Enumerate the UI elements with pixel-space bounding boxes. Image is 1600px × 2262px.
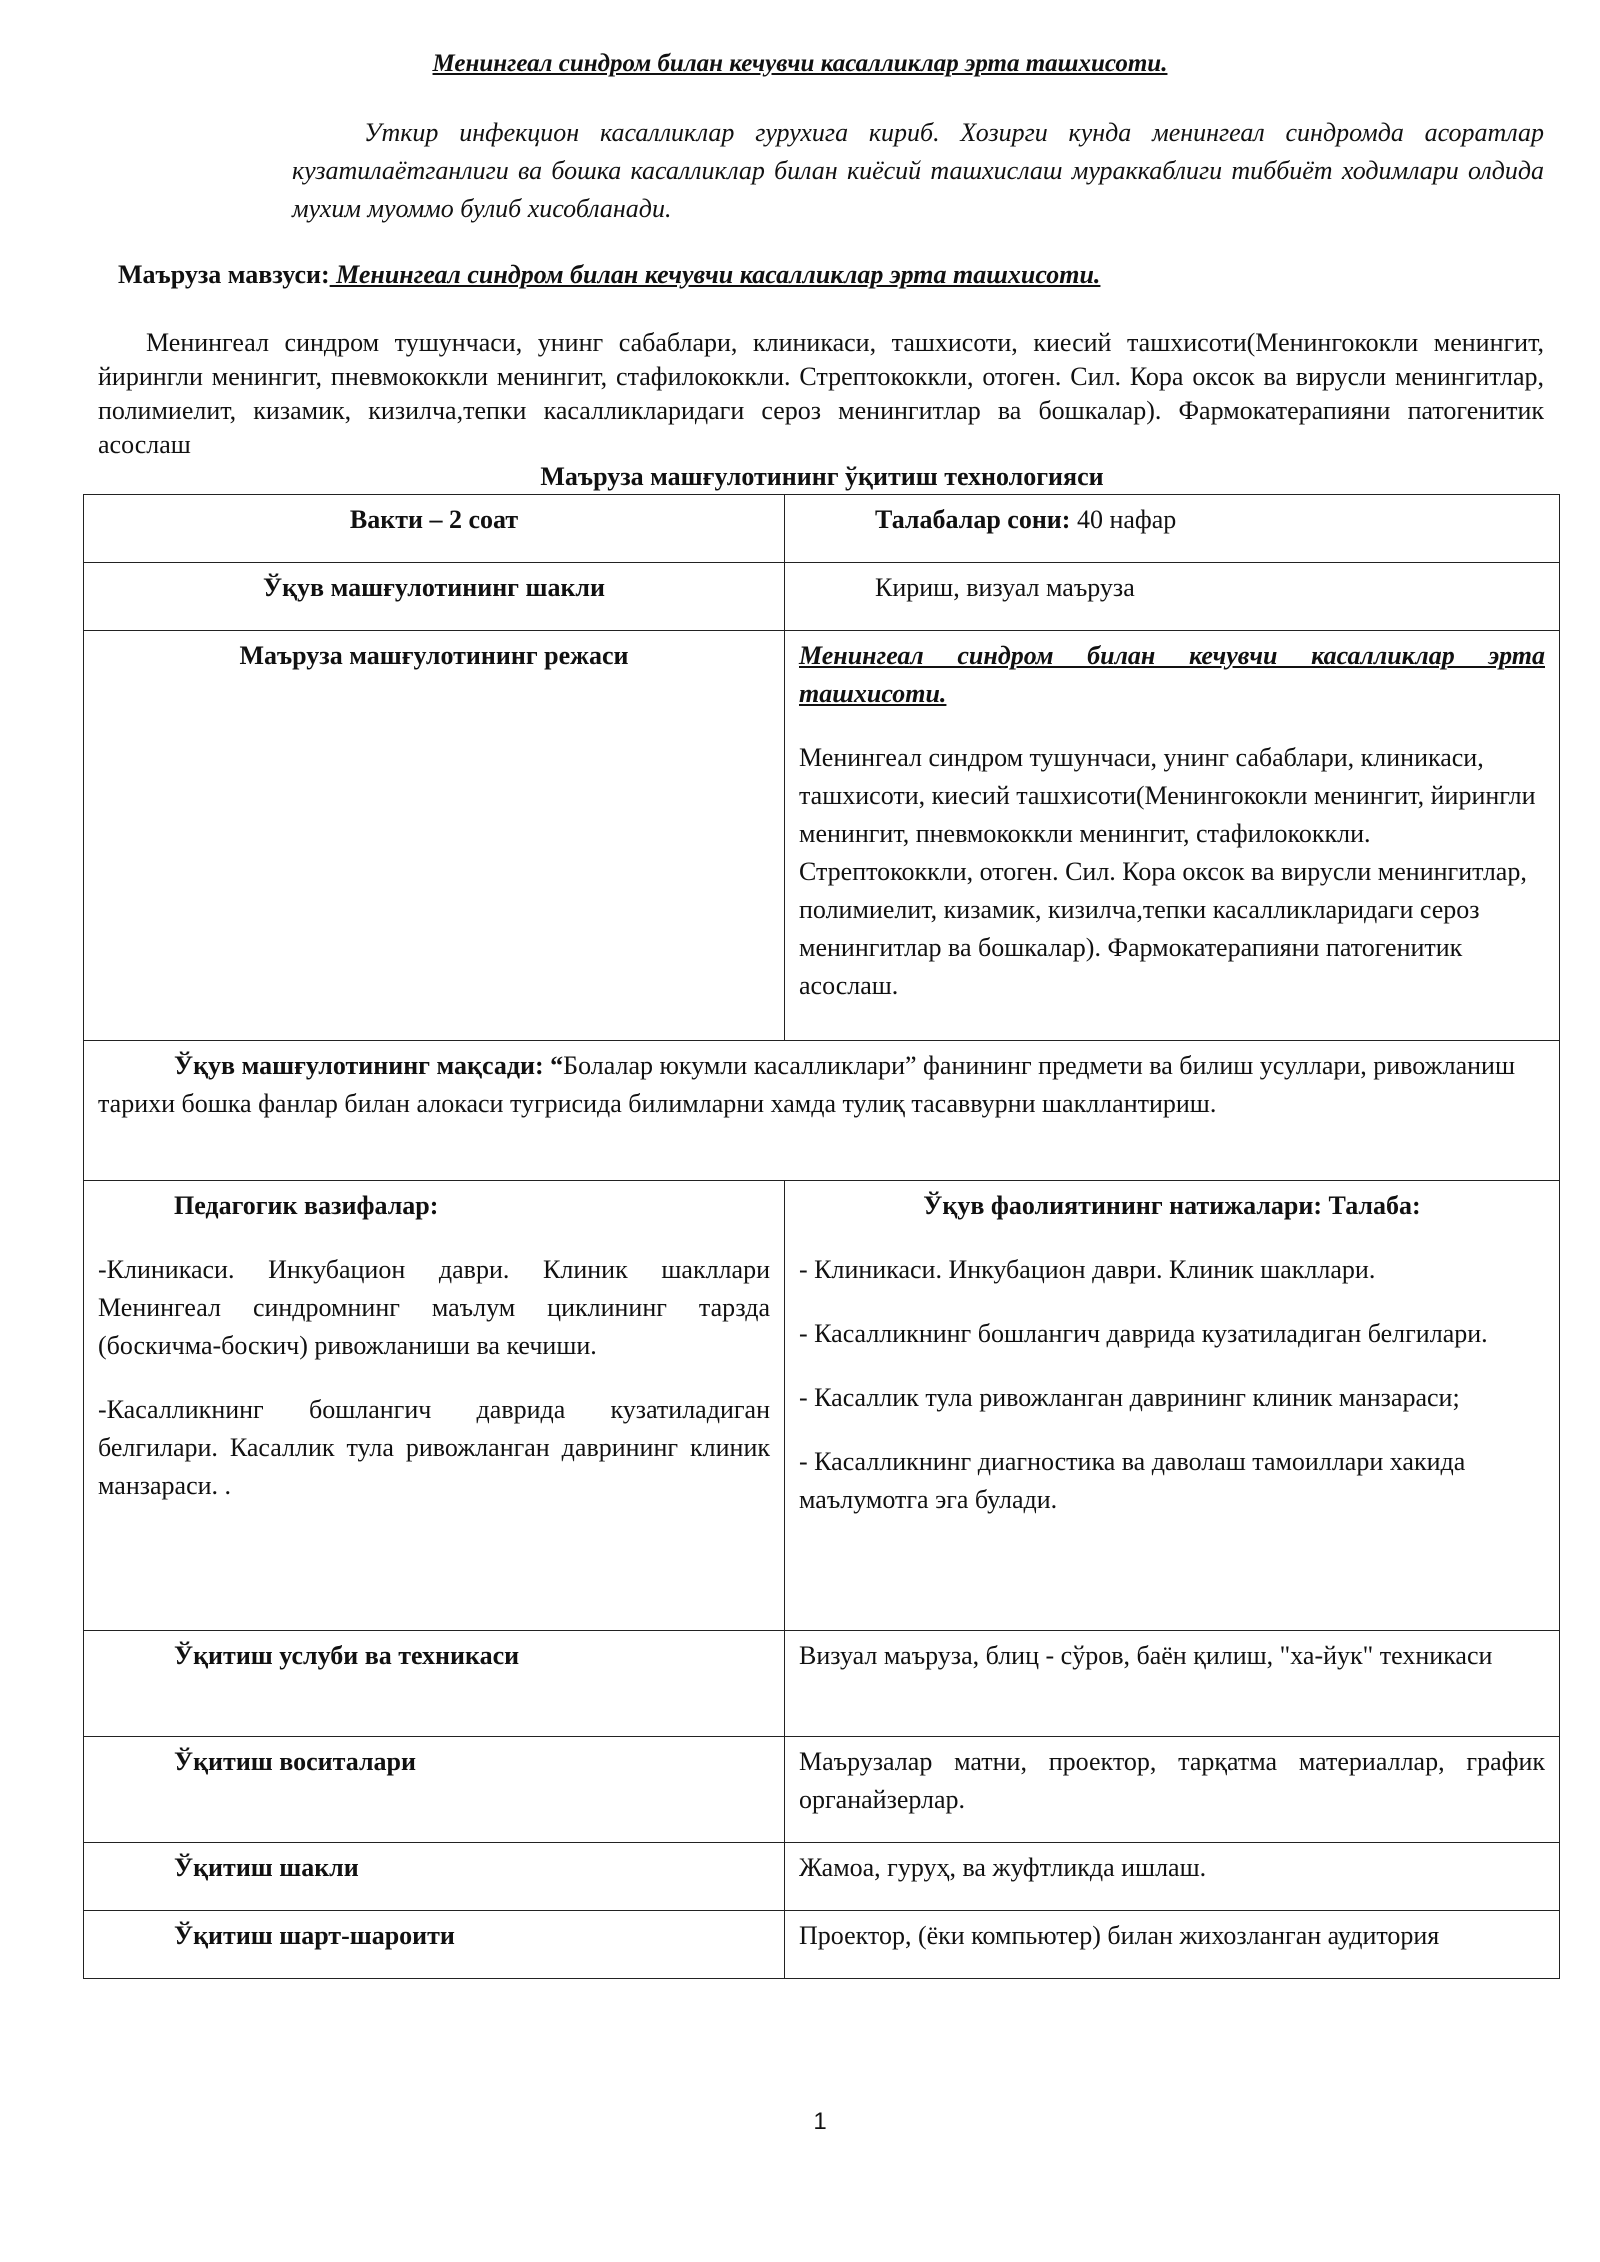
mode-label: Ўқитиш шакли: [174, 1853, 359, 1882]
form-label-cell: [84, 563, 785, 631]
form-label: Ўқув машғулотининг шакли: [263, 573, 605, 602]
plan-label-cell: [84, 631, 785, 1041]
document-title: Менингеал синдром билан кечувчи касалликлар эрта ташхисоти.: [432, 50, 1168, 77]
tasks-cell: [84, 1181, 785, 1631]
time-cell: [84, 495, 785, 563]
result-item: - Касаллик тула ривожланган даврининг клиник манзараси;: [799, 1383, 1460, 1412]
method-value-cell: [785, 1631, 1560, 1737]
goal-value: Болалар юкумли касалликлари” фанининг предмети ва билиш усуллари, ривожланиш тарихи бошка фанлар билан алокаси тугрисида билимларни хамда тулиқ тасаввурни шакллантириш.: [98, 1051, 1515, 1118]
form-value: Кириш, визуал маъруза: [875, 573, 1135, 602]
table-row: [84, 1631, 1560, 1737]
goal-text: [84, 1041, 1559, 1129]
result-item: - Касалликнинг диагностика ва даволаш тамоиллари хакида маълумотга эга булади.: [799, 1447, 1466, 1514]
students-value: 40 нафар: [1070, 505, 1177, 534]
table-title: Маъруза машғулотининг ўқитиш технологияси: [540, 462, 1104, 491]
conditions-value-cell: [785, 1911, 1560, 1979]
table-row: [84, 495, 1560, 563]
result-item: - Клиникаси. Инкубацион даври. Клиник шакллари.: [799, 1255, 1376, 1284]
task-item: -Касалликнинг бошлангич даврида кузатиладиган белгилари. Касаллик тула ривожланган даврининг клиник манзараси. .: [98, 1395, 770, 1500]
conditions-label-cell: [84, 1911, 785, 1979]
plan-body: Менингеал синдром тушунчаси, унинг сабаблари, клиникаси, ташхисоти, киесий ташхисоти(Менингококли менингит, йирингли менингит, пневмококкли менингит, стафилококкли. Стрептококкли, отоген. Сил. Кора оксок ва вирусли менингитлар, полимиелит, кизамик, кизилча,тепки касалликларидаги сероз менингитлар ва бошкалар). Фармокатерапияни патогенитик асослаш.: [799, 743, 1536, 1000]
task-item: -Клиникаси. Инкубацион даври. Клиник шакллари Менингеал синдромнинг маълум циклининг тарзда (боскичма-боскич) ривожланиши ва кечиши.: [98, 1255, 770, 1360]
mode-value: Жамоа, гуруҳ, ва жуфтликда ишлаш.: [799, 1853, 1207, 1882]
plan-label: Маъруза машғулотининг режаси: [239, 641, 629, 670]
method-label: Ўқитиш услуби ва техникаси: [174, 1641, 520, 1670]
goal-cell: [84, 1041, 1560, 1181]
topic-label: Маъруза мавзуси:: [118, 260, 330, 289]
page-number: 1: [813, 2108, 827, 2135]
result-item: - Касалликнинг бошлангич даврида кузатиладиган белгилари.: [799, 1319, 1488, 1348]
conditions-label: Ўқитиш шарт-шароити: [174, 1921, 455, 1950]
table-row: [84, 1737, 1560, 1843]
table-row: [84, 563, 1560, 631]
students-label: Талабалар сони:: [875, 505, 1071, 534]
students-line: [785, 495, 1559, 545]
topic-value: Менингеал синдром билан кечувчи касалликлар эрта ташхисоти.: [329, 260, 1101, 289]
method-value: Визуал маъруза, блиц - сўров, баён қилиш, "ха-йук" техникаси: [799, 1641, 1493, 1670]
lecture-topic: [118, 260, 1100, 290]
table-row: [84, 1181, 1560, 1631]
mode-label-cell: [84, 1843, 785, 1911]
means-value: Маърузалар матни, проектор, тарқатма материаллар, график органайзерлар.: [799, 1747, 1545, 1814]
mode-value-cell: [785, 1843, 1560, 1911]
method-label-cell: [84, 1631, 785, 1737]
table-row: [84, 1041, 1560, 1181]
means-label: Ўқитиш воситалари: [174, 1747, 416, 1776]
tasks-label: Педагогик вазифалар:: [174, 1191, 439, 1220]
plan-title: Менингеал синдром билан кечувчи касалликлар эрта ташхисоти.: [799, 641, 1545, 708]
table-row: [84, 1843, 1560, 1911]
table-row: [84, 1911, 1560, 1979]
conditions-value: Проектор, (ёки компьютер) билан жихозланган аудитория: [799, 1921, 1440, 1950]
plan-value-cell: [785, 631, 1560, 1041]
topic-description: Менингеал синдром тушунчаси, унинг сабаблари, клиникаси, ташхисоти, киесий ташхисоти(Менингококли менингит, йирингли менингит, пневмококкли менингит, стафилококкли. Стрептококкли, отоген. Сил. Кора оксок ва вирусли менингитлар, полимиелит, кизамик, кизилча,тепки касалликларидаги сероз менингитлар ва бошкалар). Фармокатерапияни патогенитик асослаш: [98, 328, 1544, 459]
form-value-cell: [785, 563, 1560, 631]
time-label: Вакти – 2 соат: [349, 505, 519, 534]
students-cell: [785, 495, 1560, 563]
results-label: Ўқув фаолиятининг натижалари: Талаба:: [923, 1191, 1421, 1220]
table-row: [84, 631, 1560, 1041]
intro-paragraph: Уткир инфекцион касалликлар гурухига кириб. Хозирги кунда менингеал синдромда асоратлар кузатилаётганлиги ва бошка касалликлар билан киёсий ташхислаш мураккаблиги тиббиёт ходимлари олдида мухим муоммо булиб хисобланади.: [292, 118, 1544, 223]
means-label-cell: [84, 1737, 785, 1843]
results-cell: [785, 1181, 1560, 1631]
goal-label: Ўқув машғулотининг мақсади: “: [174, 1051, 564, 1080]
means-value-cell: [785, 1737, 1560, 1843]
technology-table: [83, 494, 1560, 1979]
